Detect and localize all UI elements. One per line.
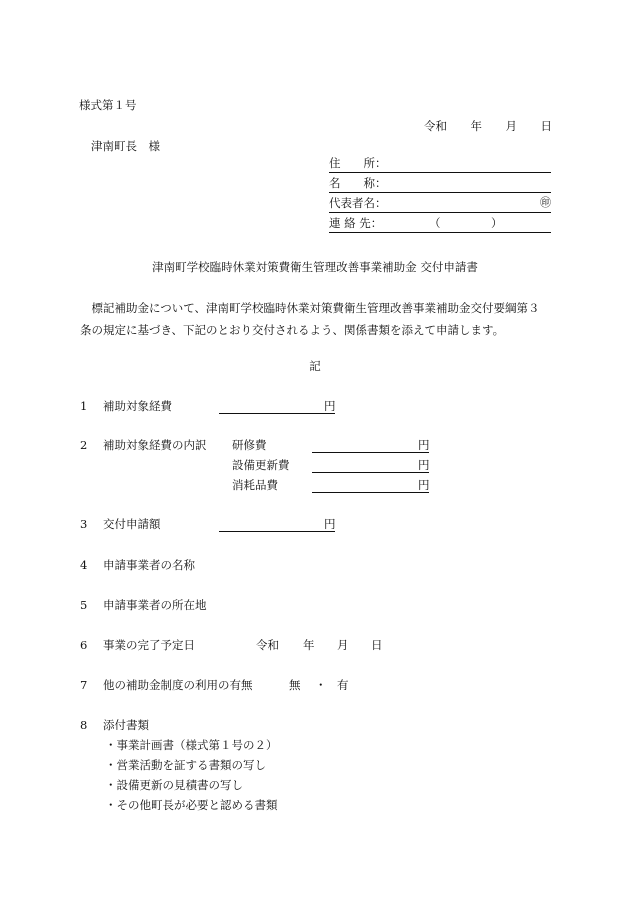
subsidy-cost-unit: 円 xyxy=(324,399,336,413)
item-label-completion-date: 事業の完了予定日 xyxy=(103,638,195,652)
contact-paren-close: ） xyxy=(491,216,503,230)
addressee: 津南町長 様 xyxy=(91,139,160,153)
breakdown-equipment-unit: 円 xyxy=(418,458,430,472)
item-number: 3 xyxy=(80,517,88,531)
completion-date-month: 月 xyxy=(337,638,349,652)
name-label: 名 称： xyxy=(329,176,387,190)
applicant-name-row xyxy=(329,176,551,193)
breakdown-training-unit: 円 xyxy=(418,438,430,452)
item-number: 5 xyxy=(80,598,88,612)
breakdown-training-blank xyxy=(312,438,429,453)
breakdown-consumables-blank xyxy=(312,478,429,493)
choice-yes: 有 xyxy=(337,678,349,692)
requested-amount-blank xyxy=(219,517,335,532)
item-number: 7 xyxy=(80,678,88,692)
date-era: 令和 xyxy=(424,119,447,133)
breakdown-consumables-label: 消耗品費 xyxy=(232,478,278,492)
document-title: 津南町学校臨時休業対策費衛生管理改善事業補助金 交付申請書 xyxy=(152,260,478,274)
attachment-item: ・事業計画書（様式第１号の２） xyxy=(105,738,278,752)
breakdown-equipment-label: 設備更新費 xyxy=(232,458,290,472)
item-number: 2 xyxy=(80,438,88,452)
breakdown-consumables-unit: 円 xyxy=(418,478,430,492)
applicant-contact-row xyxy=(329,216,551,233)
item-label-subsidy-cost: 補助対象経費 xyxy=(103,399,172,413)
requested-amount-unit: 円 xyxy=(324,517,336,531)
date-year: 年 xyxy=(470,119,482,133)
breakdown-training-label: 研修費 xyxy=(232,438,267,452)
item-label-applicant-name: 申請事業者の名称 xyxy=(103,558,195,572)
item-label-applicant-location: 申請事業者の所在地 xyxy=(103,598,207,612)
contact-label: 連 絡 先： xyxy=(329,216,383,230)
attachment-item: ・営業活動を証する書類の写し xyxy=(105,758,266,772)
contact-paren-open: （ xyxy=(429,216,441,230)
subsidy-cost-blank xyxy=(219,399,335,414)
item-number: 4 xyxy=(80,558,88,572)
choice-none: 無 xyxy=(289,678,301,692)
representative-label: 代表者名： xyxy=(329,196,387,210)
item-number: 8 xyxy=(80,718,88,732)
applicant-address-row xyxy=(329,156,551,173)
choice-separator: ・ xyxy=(315,678,327,692)
body-paragraph: 標記補助金について、津南町学校臨時休業対策費衛生管理改善事業補助金交付要綱第３条の規定に基づき、下記のとおり交付されるよう、関係書類を添えて申請します。 xyxy=(80,301,540,337)
item-label-attachments: 添付書類 xyxy=(103,718,149,732)
form-number: 様式第１号 xyxy=(79,98,137,112)
item-label-cost-breakdown: 補助対象経費の内訳 xyxy=(103,438,207,452)
attachment-item: ・設備更新の見積書の写し xyxy=(105,778,243,792)
seal-mark: ㊞ xyxy=(540,196,551,209)
application-date xyxy=(424,119,552,133)
date-month: 月 xyxy=(505,119,517,133)
completion-date-day: 日 xyxy=(371,638,383,652)
completion-date-year: 年 xyxy=(303,638,315,652)
date-day: 日 xyxy=(540,119,552,133)
item-number: 6 xyxy=(80,638,88,652)
address-label: 住 所： xyxy=(329,156,387,170)
ki-heading: 記 xyxy=(309,359,321,373)
item-number: 1 xyxy=(80,399,88,413)
completion-date-era: 令和 xyxy=(256,638,279,652)
breakdown-equipment-blank xyxy=(312,458,429,473)
applicant-representative-row xyxy=(329,196,551,213)
item-label-other-subsidies: 他の補助金制度の利用の有無 xyxy=(103,678,253,692)
attachment-item: ・その他町長が必要と認める書類 xyxy=(105,798,278,812)
item-label-requested-amount: 交付申請額 xyxy=(103,517,161,531)
